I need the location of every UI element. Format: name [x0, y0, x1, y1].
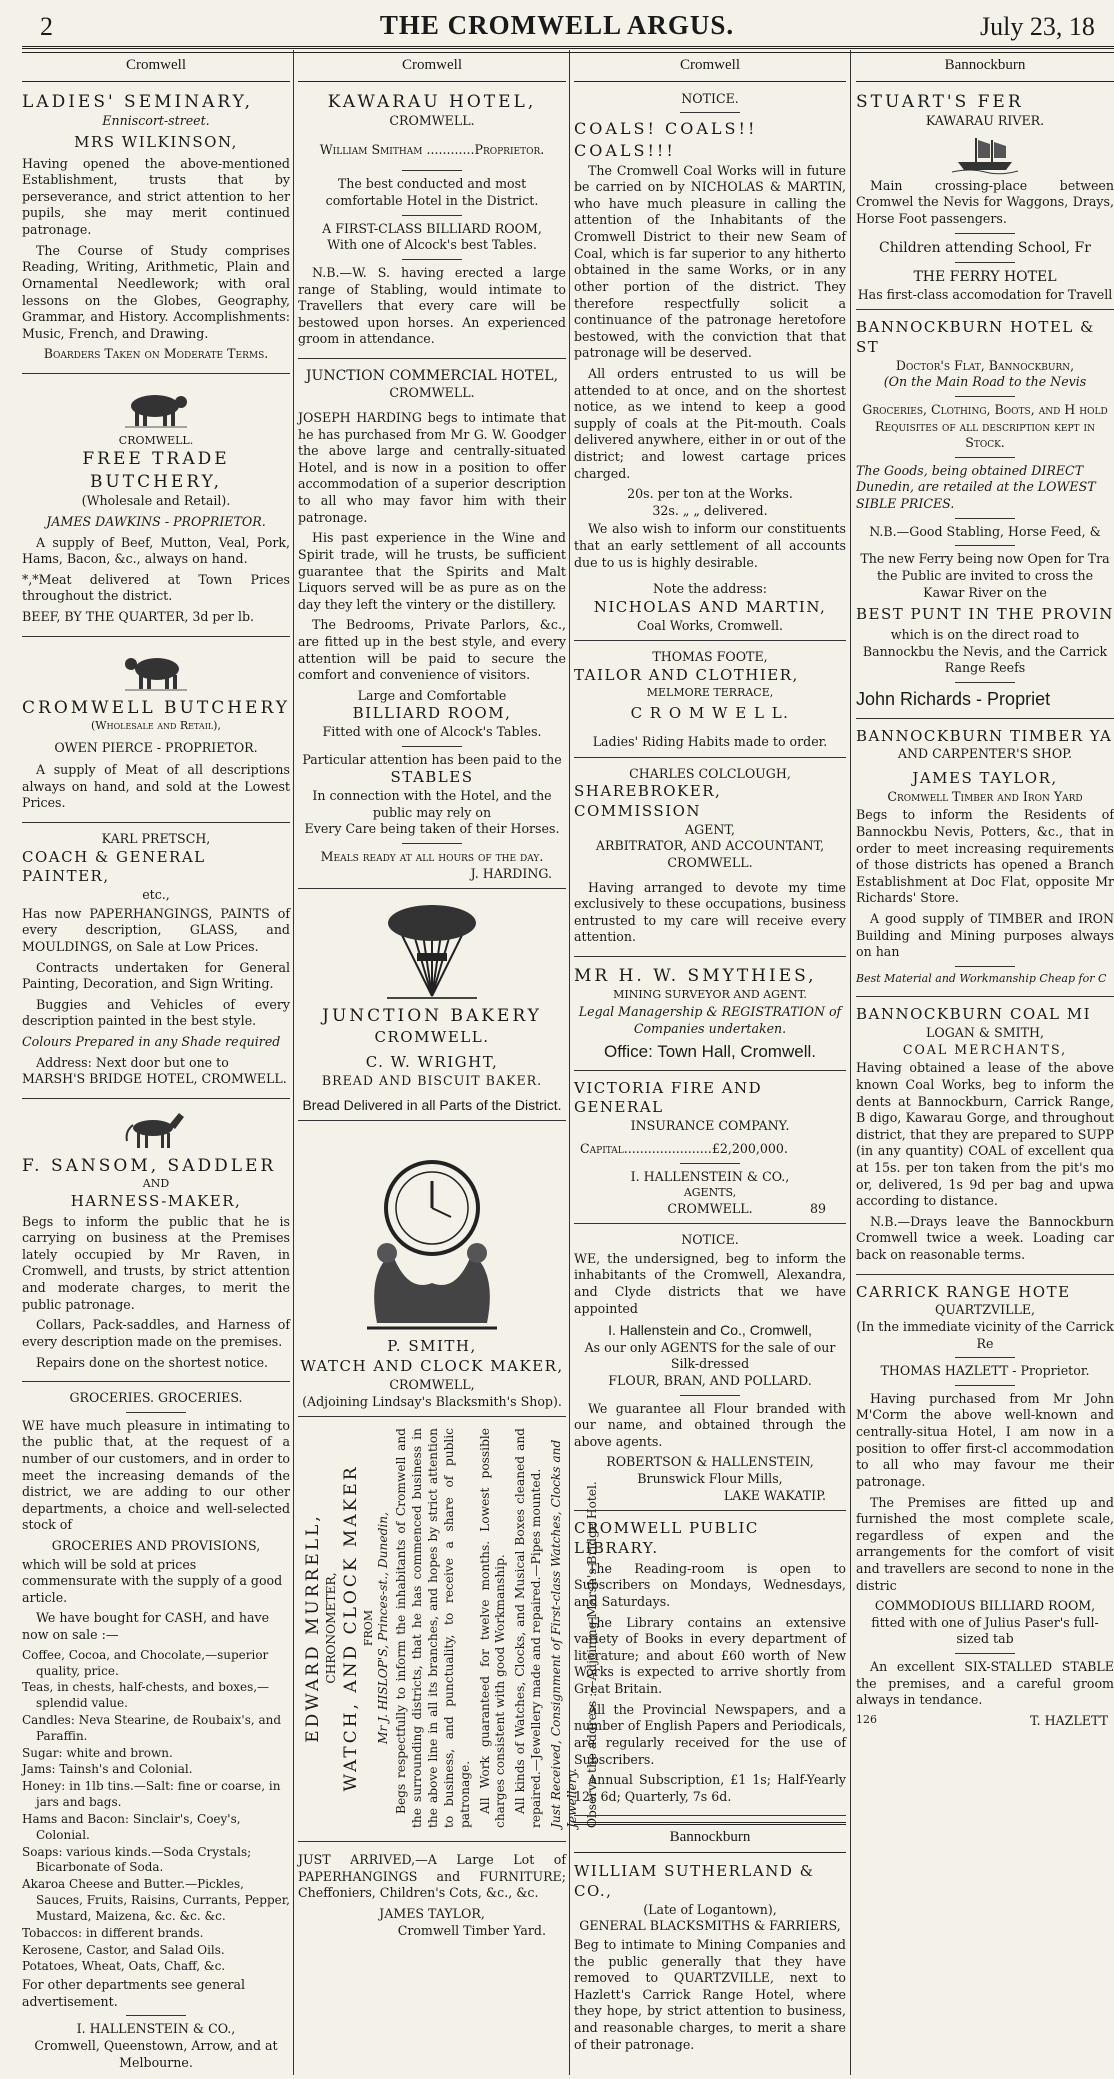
- column-divider: [850, 50, 851, 2075]
- ad-town: CROMWELL.: [118, 433, 194, 447]
- list-item: Coffee, Cocoa, and Chocolate,—superior quality, price.: [22, 1647, 269, 1678]
- ad-agent: I. Hallenstein and Co., Cromwell,: [608, 1322, 812, 1339]
- ad-origin: Mr J. HISLOP'S, Princes-st., Dunedin,: [376, 1512, 391, 1745]
- ad-proprietor-name: William Smitham: [319, 141, 423, 157]
- ad-open: The Reading-room is open to Subscribers on Mondays, Wednesdays, and Saturdays.: [574, 1560, 846, 1610]
- ad-subscription: Annual Subscription, £1 1s; Half-Yearly 12s 6d; Quarterly, 7s 6d.: [574, 1772, 846, 1804]
- ad-yard: Cromwell Timber and Iron Yard: [887, 788, 1083, 804]
- ad-role: MINING SURVEYOR AND AGENT.: [613, 987, 807, 1001]
- ad-subtitle: (Wholesale and Retail).: [81, 493, 231, 509]
- ad-meals: Meals ready at all hours of the day.: [320, 849, 544, 865]
- list-item: Teas, in chests, half-chests, and boxes,—splendid value.: [22, 1680, 270, 1711]
- ad-sole: As our only AGENTS for the sale of our Silk-dressed: [584, 1339, 836, 1372]
- list-item: Soaps: various kinds.—Soda Crystals; Bicarbonate of Soda.: [22, 1844, 252, 1875]
- ad-capital-label: Capital: [580, 1140, 624, 1156]
- ad-name: C. W. WRIGHT,: [365, 1053, 499, 1072]
- ad-yard: Cromwell Timber Yard.: [397, 1922, 546, 1938]
- ad-contracts: Contracts undertaken for General Painting, Decoration, and Sign Writing.: [22, 959, 290, 992]
- ad-capital-value: £2,200,000.: [711, 1140, 788, 1156]
- ad-town: C R O M W E L L.: [630, 704, 790, 723]
- ad-body: We also wish to inform our constituents that an early settlement of all accounts due to us is highly desirable.: [574, 521, 846, 570]
- ad-title: LADIES' SEMINARY,: [22, 91, 254, 112]
- ad-from: FROM: [362, 1610, 376, 1647]
- ad-town: CROMWELL.: [389, 113, 475, 129]
- ad-title: F. SANSOM, SADDLER: [22, 1155, 277, 1176]
- list-item: Jams: Tainsh's and Colonial.: [22, 1762, 193, 1777]
- insurance-ad: VICTORIA FIRE AND GENERAL INSURANCE COMPANY. Capital......................£2,200,000. I. HALLENSTEIN & CO., AGENTS, CROMWELL. 89: [574, 1076, 846, 1225]
- tailor-ad: [574, 646, 846, 757]
- list-item: Sugar: white and brown.: [22, 1745, 173, 1760]
- ad-billiard: BILLIARD ROOM,: [352, 704, 512, 723]
- ad-street: Enniscort-street.: [102, 113, 210, 129]
- ad-particular: Particular attention has been paid to the: [302, 751, 562, 767]
- ad-consignment: Just Received, Consignment of First-class Watches, Clocks and Jewellery.: [548, 1439, 579, 1829]
- ad-title: WATCH AND CLOCK MAKER,: [300, 1357, 564, 1376]
- list-item: Candles: Neva Stearine, de Roubaix's, and Paraffin.: [22, 1712, 282, 1743]
- ad-body: Having obtained a lease of the above known Coal Works, beg to inform the dents at Bannockburn, Carrick Range, B digo, Kawarau Gorge, and throughout district, that they are prepared to SUPP (in any quantity) COAL of excellent qua at 15s. per ton taken from the pit's mo or, delivered, 1s 9d per bag and upwa according to distance.: [856, 1060, 1114, 1209]
- ad-title-2: INSURANCE COMPANY.: [630, 1118, 790, 1134]
- ad-place: LAKE WAKATIP.: [723, 1487, 826, 1503]
- coals-ad: [574, 88, 846, 641]
- ad-body: The Cromwell Coal Works will in future be carried on by NICHOLAS & MARTIN, who have much pleasure in calling the attention of the Inhabitants of the Cromwell District to their new Seam of Coal, which is far superior to any hitherto obtained in the same Works, or in any other portion of the district. They therefore respectfully solicit a continuance of the patronage heretofore bestowed, with the conviction that that patronage will be deserved.: [574, 162, 846, 361]
- p-smith-watch-ad: [298, 1126, 566, 1417]
- ad-number: 126: [856, 1712, 877, 1726]
- column-1: [22, 52, 290, 2074]
- ad-name: JAMES TAYLOR,: [912, 768, 1058, 787]
- ad-body: Main crossing-place between Cromwel the Nevis for Waggons, Drays, Horse Foot passengers.: [856, 177, 1114, 227]
- timber-yard-ad: [856, 724, 1114, 998]
- ad-table: fitted with one of Julius Paser's full-sized tab: [871, 1614, 1099, 1647]
- ladies-seminary-ad: [22, 88, 290, 374]
- column-heading: Bannockburn: [856, 52, 1114, 82]
- ad-prices: which will be sold at prices commensurate with the supply of a good article.: [22, 1556, 283, 1605]
- kawarau-hotel-ad: KAWARAU HOTEL, CROMWELL. William Smitham ............Proprietor. The best conducted and most comfortable Hotel in the District. A FIRST-CLASS BILLIARD ROOM, With one of Alcock's best Tables. N.B.—W. S. having erected a large range of Stabling, would intimate to Travellers that every care will be bestowed upon horses. An experienced groom in attendance.: [298, 88, 566, 359]
- ad-colours: Colours Prepared in any Shade required: [22, 1034, 281, 1050]
- column-heading: Cromwell: [22, 52, 290, 82]
- ad-proprietor: THOMAS HAZLETT - Proprietor.: [880, 1363, 1090, 1379]
- ad-study: The Course of Study comprises Reading, Writing, Arithmetic, Plain and Ornamental Needlework; with oral lessons on the Globes, Geography, Grammar, and History. Accomplishments: Music, French, and Drawing.: [22, 242, 290, 341]
- ad-notice: NOTICE.: [681, 1232, 739, 1248]
- page-number: 2: [40, 12, 53, 41]
- ad-title: WILLIAM SUTHERLAND & CO.,: [574, 1862, 815, 1900]
- ad-arbitrator: ARBITRATOR, AND ACCOUNTANT,: [595, 838, 825, 854]
- ad-title: COACH & GENERAL PAINTER,: [22, 847, 206, 886]
- ad-price: 20s. per ton at the Works.: [627, 486, 793, 502]
- ad-billiard: COMMODIOUS BILLIARD ROOM,: [874, 1598, 1096, 1614]
- ad-connection: In connection with the Hotel, and the public may rely on: [312, 788, 552, 820]
- ad-boarders: Boarders Taken on Moderate Terms.: [43, 346, 269, 362]
- ad-beef-price: BEEF, BY THE QUARTER, 3d per lb.: [22, 609, 255, 624]
- ad-variety: The Library contains an extensive variety of Books in every department of literature; and about £60 worth of New Works is expected to arrive shortly from Great Britain.: [574, 1614, 846, 1697]
- ad-town: CROMWELL.: [667, 855, 753, 871]
- groceries-ad: [22, 1387, 290, 2077]
- ad-title: BANNOCKBURN HOTEL & ST: [856, 318, 1095, 357]
- ad-place: KAWARAU RIVER.: [925, 113, 1045, 129]
- ad-trade: BREAD AND BISCUIT BAKER.: [321, 1073, 543, 1089]
- ad-supply: A good supply of TIMBER and IRON Building and Mining purposes always on han: [856, 910, 1114, 960]
- ad-delivered: Bread Delivered in all Parts of the District.: [302, 1096, 562, 1113]
- ad-sub: AND CARPENTER'S SHOP.: [897, 746, 1073, 762]
- ad-mills: Brunswick Flour Mills,: [637, 1471, 783, 1486]
- ad-note: Note the address:: [652, 581, 768, 597]
- list-item: Akaroa Cheese and Butter.—Pickles, Sauces, Fruits, Raisins, Currants, Pepper, Mustard, Maizena, &c. &c. &c.: [22, 1877, 290, 1923]
- wheatsheaf-illustration: [377, 901, 487, 1001]
- ad-hotel: THE FERRY HOTEL: [913, 269, 1057, 286]
- ad-title: BANNOCKBURN COAL MI: [856, 1005, 1092, 1024]
- junction-bakery-ad: [298, 894, 566, 1121]
- ad-vicinity: (In the immediate vicinity of the Carrick Re: [856, 1319, 1114, 1351]
- ad-title: CROMWELL BUTCHERY: [22, 697, 290, 718]
- ad-title: SHAREBROKER, COMMISSION: [574, 782, 722, 820]
- ad-signature: J. HARDING.: [470, 865, 552, 881]
- ad-guarantee: We guarantee all Flour branded with our name, and obtained through the above agents.: [574, 1400, 846, 1449]
- ad-firm: LOGAN & SMITH,: [926, 1025, 1044, 1041]
- grocery-list: [22, 1648, 290, 1976]
- ad-proprietor: John Richards - Propriet: [856, 688, 1051, 709]
- ad-name: JAMES TAYLOR,: [379, 1905, 485, 1921]
- ad-body: Has now PAPERHANGINGS, PAINTS of every description, GLASS, and MOULDINGS, on Sale at Low Prices.: [22, 905, 290, 955]
- ad-etc: etc.,: [142, 887, 170, 903]
- clock-illustration: [347, 1133, 517, 1333]
- column-subheading: Bannockburn: [574, 1822, 846, 1853]
- ad-title: STUART'S FER: [856, 91, 1024, 112]
- ad-firm: ROBERTSON & HALLENSTEIN,: [606, 1454, 814, 1470]
- publication-date: July 23, 18: [980, 12, 1095, 41]
- ad-title: FREE TRADE BUTCHERY,: [82, 449, 230, 492]
- ad-body: The Bedrooms, Private Parlors, &c., are fitted up in the best style, and every attention will be paid to secure the comfort and convenience of visitors.: [298, 617, 566, 683]
- ad-agents: AGENTS,: [683, 1186, 737, 1200]
- ad-towns: Cromwell, Queenstown, Arrow, and at Melbourne.: [34, 2038, 278, 2070]
- sutherland-ad: [574, 1859, 846, 2063]
- ad-title: TAILOR AND CLOTHIER,: [574, 665, 799, 684]
- saddler-ad: [22, 1104, 290, 1382]
- ad-title: MR H. W. SMYTHIES,: [574, 966, 817, 987]
- ad-adjoining: (Adjoining Lindsay's Blacksmith's Shop).: [302, 1393, 562, 1409]
- ad-groceries: Groceries, Clothing, Boots, and H hold Requisites of all description kept in Stock.: [862, 402, 1108, 451]
- ad-other: For other departments see general advertisement.: [22, 1977, 246, 2009]
- ad-guarantee: All Work guaranteed for twelve months. Lowest possible charges consistent with good Workmanship.: [477, 1428, 508, 1829]
- bannockburn-hotel-ad: [856, 315, 1114, 718]
- ad-accom: Has first-class accomodation for Travell: [857, 286, 1113, 302]
- ad-body: All orders entrusted to us will be attended to at once, and on the shortest notice, as we intend to keep a good supply of coals at the Pit-mouth. Coals delivered anywhere, either in or out of the district; and lowest cartage prices charged.: [574, 365, 846, 481]
- ad-cash: We have bought for CASH, and have now on sale :—: [22, 1610, 270, 1643]
- ad-buggies: Buggies and Vehicles of every description painted in the best style.: [22, 996, 290, 1029]
- ad-agent-name: I. HALLENSTEIN & CO.,: [630, 1169, 790, 1185]
- ad-works: Coal Works, Cromwell.: [636, 617, 784, 633]
- ad-products: FLOUR, BRAN, AND POLLARD.: [608, 1372, 812, 1388]
- ad-name: P. SMITH,: [387, 1337, 477, 1356]
- ad-name: MRS WILKINSON,: [74, 132, 238, 151]
- ad-stables: STABLES: [390, 768, 474, 787]
- ad-office: Office: Town Hall, Cromwell.: [604, 1042, 816, 1062]
- ad-agent: AGENT,: [685, 821, 735, 837]
- ad-body: Begs to inform the Residents of Bannockbu Nevis, Potters, &c., that in order to meet increasing requirements of those districts has opened a Branch Establishment at Doc Flat, opposite Mr Richards' Store.: [856, 807, 1114, 906]
- ad-name: THOMAS FOOTE,: [652, 649, 768, 665]
- ad-proprietor-label: Proprietor.: [474, 141, 545, 157]
- edward-murrell-ad: [298, 1422, 599, 1842]
- ox-illustration: [121, 386, 191, 430]
- ad-title: CROMWELL PUBLIC LIBRARY.: [574, 1519, 759, 1558]
- ad-price: 32s. „ „ delivered.: [652, 502, 768, 518]
- ad-title: BANNOCKBURN TIMBER YA: [856, 726, 1113, 745]
- ad-nb: N.B.—Drays leave the Bannockburn Cromwell twice a week. Loading car back on reasonable terms.: [856, 1213, 1114, 1263]
- ad-body: Having purchased from Mr John M'Corm the above well-known and centrally-situa Hotel, I am now in a position to offer first-cl accommodation to all who may favour me their patronage.: [856, 1390, 1114, 1489]
- ship-illustration: [950, 134, 1020, 174]
- ad-nb: N.B.—W. S. having erected a large range of Stabling, would intimate to Travellers that every care will be bestowed upon horses. An experienced groom in attendance.: [298, 264, 566, 347]
- ad-best: Best Material and Workmanship Cheap for C: [856, 971, 1107, 985]
- ad-town: CROMWELL.: [389, 385, 475, 401]
- rotated-ad-text: [302, 1428, 599, 1829]
- ad-trade: COAL MERCHANTS,: [902, 1041, 1068, 1057]
- ad-body: Begs to inform the public that he is carrying on business at the Premises lately occupied by Mr Raven, in Cromwell, and trusts, by strict attention and moderate charges, to merit the public patronage.: [22, 1213, 290, 1312]
- ad-repairs: Repairs done on the shortest notice.: [36, 1354, 269, 1370]
- ad-tables: Fitted with one of Alcock's Tables.: [322, 724, 542, 740]
- list-item: Potatoes, Wheat, Oats, Chaff, &c.: [22, 1959, 226, 1974]
- ad-title: JUNCTION COMMERCIAL HOTEL,: [305, 367, 559, 384]
- ad-title: JUNCTION BAKERY: [322, 1006, 542, 1027]
- ad-terrace: MELMORE TERRACE,: [646, 685, 774, 699]
- list-item: Hams and Bacon: Sinclair's, Coey's, Colonial.: [22, 1811, 241, 1842]
- column-divider: [293, 50, 294, 2075]
- ad-trade: GENERAL BLACKSMITHS & FARRIERS,: [579, 1918, 841, 1934]
- ad-heading: GROCERIES. GROCERIES.: [69, 1390, 243, 1406]
- ad-title: VICTORIA FIRE AND GENERAL: [574, 1078, 763, 1117]
- ad-late: (Late of Logantown),: [643, 1901, 777, 1917]
- ad-note: *,*Meat delivered at Town Prices throughout the district.: [22, 571, 290, 604]
- painter-ad: [22, 828, 290, 1099]
- ad-signature: T. HAZLETT: [1030, 1712, 1108, 1728]
- column-2: [298, 52, 599, 2074]
- ad-body: JUST ARRIVED,—A Large Lot of PAPERHANGINGS and FURNITURE; Cheffoniers, Children's Cots, &c., &c.: [298, 1852, 566, 1901]
- ad-habits: Ladies' Riding Habits made to order.: [592, 733, 828, 749]
- stuarts-ferry-ad: [856, 88, 1114, 310]
- ad-best: The best conducted and most comfortable Hotel in the District.: [325, 176, 539, 209]
- ad-premises: The Premises are fitted up and furnished the most complete scale, regardless of expen and the arrangements for the comfort of visit and travellers are second to none in the distric: [856, 1494, 1114, 1593]
- free-trade-butchery-ad: [22, 379, 290, 637]
- ad-number: 89: [809, 1200, 826, 1216]
- ad-role: CHRONOMETER,: [324, 1572, 339, 1684]
- ad-care: Every Care being taken of their Horses.: [304, 821, 560, 837]
- ad-subtitle: (Wholesale and Retail),: [91, 719, 221, 733]
- ad-town: CROMWELL.: [667, 1200, 753, 1216]
- ad-name: KARL PRETSCH,: [101, 831, 211, 846]
- ad-route: which is on the direct road to Bannockbu the Nevis, and the Carrick Range Reefs: [862, 626, 1108, 676]
- column-heading: Cromwell: [298, 52, 566, 82]
- ad-name: EDWARD MURRELL,: [303, 1513, 323, 1743]
- just-arrived-ad: [298, 1847, 566, 1945]
- ad-stock: GROCERIES AND PROVISIONS,: [51, 1538, 261, 1554]
- list-item: Kerosene, Castor, and Salad Oils.: [22, 1942, 225, 1957]
- ad-ferry-open: The new Ferry being now Open for Tra the Public are invited to cross the Kawar River on the: [860, 551, 1110, 600]
- junction-hotel-ad: [298, 364, 566, 889]
- ad-goods: The Goods, being obtained DIRECT Dunedin, are retailed at the LOWEST SIBLE PRICES.: [856, 462, 1096, 512]
- ad-body: Begs respectfully to inform the inhabitants of Cromwell and the surrounding districts, that he has commenced business in the above line in all its branches, and hopes by strict attention to business, and punctuality, to receive a share of public patronage.: [394, 1428, 472, 1829]
- ad-proprietor: OWEN PIERCE - PROPRIETOR.: [54, 739, 258, 755]
- ad-stable: An excellent SIX-STALLED STABLE the premises, and a careful groom always in tendance.: [856, 1659, 1114, 1708]
- ad-place: QUARTZVILLE,: [934, 1302, 1036, 1318]
- column-heading: Cromwell: [574, 52, 846, 82]
- ad-body: A supply of Meat of all descriptions always on hand, and sold at the Lowest Prices.: [22, 762, 290, 811]
- column-3: [574, 52, 846, 2074]
- ad-kinds: All kinds of Watches, Clocks, and Musical Boxes cleaned and repaired.—Jewellery made and repaired.—Pipes mounted.: [513, 1428, 544, 1829]
- coal-mine-ad: [856, 1002, 1114, 1274]
- newspaper-title: THE CROMWELL ARGUS.: [379, 10, 735, 40]
- ad-tables: With one of Alcock's best Tables.: [327, 237, 537, 253]
- ad-body: His past experience in the Wine and Spirit trade, will he trusts, be sufficient guarantee that the Spirits and Malt Liquors served will be as pure as on the day they left the vintery or the distillery.: [298, 530, 566, 612]
- ad-title: CARRICK RANGE HOTE: [856, 1282, 1071, 1301]
- ad-firm: I. HALLENSTEIN & CO.,: [76, 2021, 236, 2037]
- ad-notice: NOTICE.: [681, 90, 739, 106]
- ad-body: A supply of Beef, Mutton, Veal, Pork, Hams, Bacon, &c., always on hand.: [22, 534, 290, 567]
- ad-and: AND: [142, 1177, 170, 1191]
- ad-title: COALS! COALS!! COALS!!!: [574, 119, 758, 160]
- masthead: [0, 0, 1114, 46]
- horse-illustration: [121, 1111, 191, 1151]
- list-item: Tobaccos: in different brands.: [22, 1925, 204, 1940]
- ad-firm: NICHOLAS AND MARTIN,: [593, 597, 827, 616]
- carrick-range-hotel-ad: [856, 1280, 1114, 1735]
- sharebroker-ad: [574, 763, 846, 957]
- smythies-ad: [574, 962, 846, 1071]
- ad-title: WATCH, AND CLOCK MAKER: [340, 1464, 361, 1792]
- ad-collars: Collars, Pack-saddles, and Harness of every description made on the premises.: [22, 1317, 290, 1349]
- ad-body: WE have much pleasure in intimating to the public that, at the request of a number of our customers, and in order to meet the increasing demands of the district, we are adding to our other departments, a choice and well-selected stock of: [22, 1417, 290, 1533]
- ad-large: Large and Comfortable: [357, 687, 507, 703]
- column-4: [856, 52, 1114, 2074]
- ad-body: Having opened the above-mentioned Establishment, trusts that by perseverance, and strict attention to her pupils, she may merit continued patronage.: [22, 155, 290, 238]
- flour-notice-ad: [574, 1229, 846, 1511]
- ox-illustration: [121, 649, 191, 693]
- ad-title: KAWARAU HOTEL,: [327, 91, 537, 112]
- ad-body: Having arranged to devote my time exclusively to these occupations, business entrusted to my care will receive every attention.: [574, 879, 846, 945]
- ad-nb: N.B.—Good Stabling, Horse Feed, &: [869, 523, 1101, 539]
- ad-town: CROMWELL,: [389, 1376, 475, 1392]
- cromwell-butchery-ad: [22, 642, 290, 823]
- ad-papers: All the Provincial Newspapers, and a number of English Papers and Periodicals, are regularly received for the use of Subscribers.: [574, 1701, 846, 1767]
- list-item: Honey: in 1lb tins.—Salt: fine or coarse, in jars and bags.: [22, 1779, 281, 1810]
- ad-body: JOSEPH HARDING begs to intimate that he has purchased from Mr G. W. Goodger the above large and centrally-situated Hotel, and is now in a position to offer accommodation of a superior description to all who may favor him with their patronage.: [298, 410, 566, 525]
- ad-town: CROMWELL.: [374, 1027, 490, 1046]
- ad-punt: BEST PUNT IN THE PROVIN: [856, 605, 1114, 624]
- ad-proprietor: JAMES DAWKINS - PROPRIETOR.: [46, 513, 266, 529]
- ad-address: Observe the address :—Adjoining Marsh's Bridge Hotel.: [584, 1481, 599, 1829]
- ad-legal: Legal Managership & REGISTRATION of Companies undertaken.: [578, 1004, 842, 1036]
- ad-billiard: A FIRST-CLASS BILLIARD ROOM,: [322, 220, 542, 236]
- ad-body: Beg to intimate to Mining Companies and the public generally that they have removed to QUARTZVILLE, next to Hazlett's Carrick Range Hotel, where they hope, by strict attention to business, and reasonable charges, to merit a share of their patronage.: [574, 1936, 846, 2052]
- ad-name: CHARLES COLCLOUGH,: [629, 765, 791, 781]
- ad-road: (On the Main Road to the Nevis: [883, 374, 1087, 390]
- ad-children: Children attending School, Fr: [879, 239, 1091, 256]
- ad-body: WE, the undersigned, beg to inform the inhabitants of the Cromwell, Alexandra, and Clyde districts that we have appointed: [574, 1250, 846, 1316]
- ad-flat: Doctor's Flat, Bannockburn,: [895, 357, 1075, 373]
- ad-address: Address: Next door but one to MARSH'S BRIDGE HOTEL, CROMWELL.: [22, 1054, 287, 1087]
- library-ad: [574, 1516, 846, 1816]
- ad-title-2: HARNESS-MAKER,: [70, 1191, 242, 1210]
